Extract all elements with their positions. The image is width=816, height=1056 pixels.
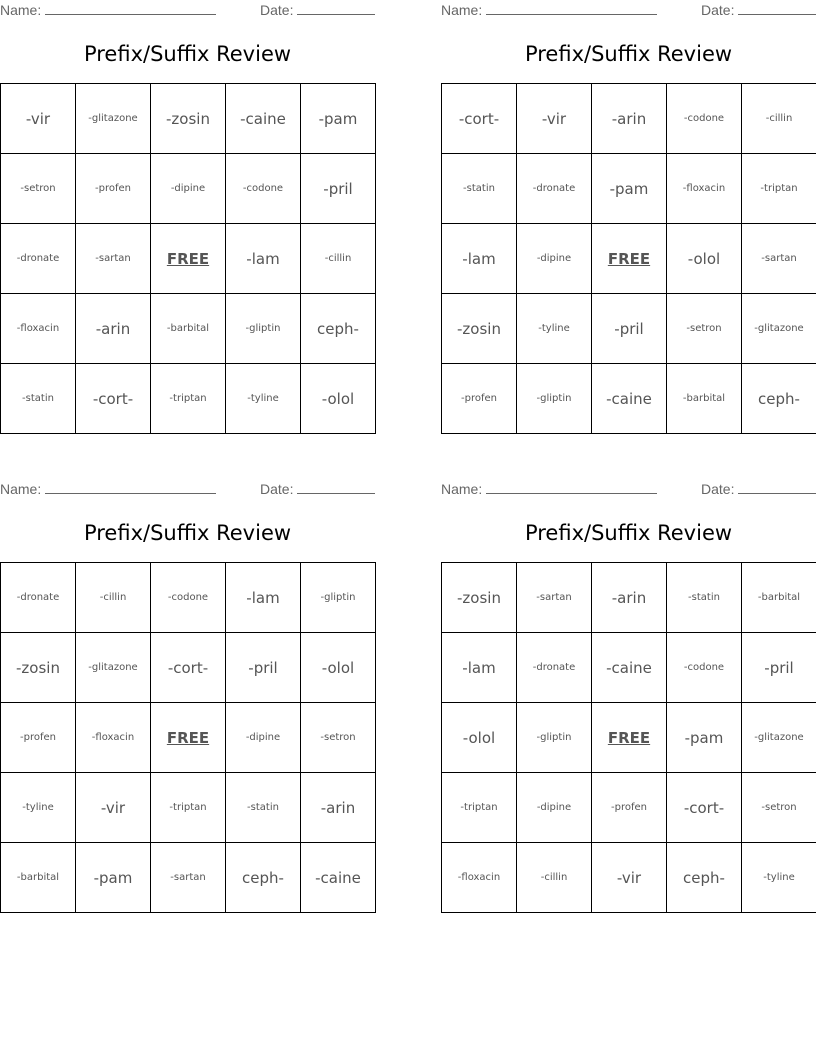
name-field [441,481,657,497]
grid-cell: -olol [442,703,517,773]
date-blank [297,2,375,15]
grid-cell: -sartan [76,224,151,294]
card-title: Prefix/Suffix Review [524,521,733,545]
name-label: Name: [441,2,483,18]
grid-cell: -caine [592,364,667,434]
grid-cell: -pril [301,154,376,224]
card-header [0,481,375,499]
grid-cell: -statin [1,364,76,434]
grid-cell: ceph- [667,843,742,913]
grid-cell: -pam [667,703,742,773]
name-label: Name: [441,481,483,497]
grid-row [442,633,816,703]
grid-cell: -barbital [667,364,742,434]
grid-cell: -tyline [1,773,76,843]
grid-cell: -codone [151,563,226,633]
grid-cell: -pam [76,843,151,913]
bingo-card-1 [0,0,375,431]
date-blank [738,2,816,15]
grid-cell: -gliptin [301,563,376,633]
grid-cell: ceph- [742,364,816,434]
name-blank [45,2,216,15]
date-label: Date: [260,481,294,497]
grid-cell: -gliptin [517,703,592,773]
grid-cell: -vir [76,773,151,843]
date-field [701,481,816,497]
grid-cell: -codone [667,633,742,703]
date-field [701,2,816,18]
grid-cell: -caine [592,633,667,703]
bingo-card-4 [441,479,816,910]
grid-cell: -barbital [151,294,226,364]
grid-cell: -triptan [151,773,226,843]
grid-cell: -pril [742,633,816,703]
grid-cell: -zosin [442,563,517,633]
grid-row [442,294,816,364]
card-header [441,2,816,20]
grid-cell: -lam [442,224,517,294]
grid-cell: -statin [442,154,517,224]
grid-cell: -pam [301,84,376,154]
grid-row [442,154,816,224]
bingo-grid [441,83,816,434]
bingo-grid [441,562,816,913]
grid-cell: -sartan [742,224,816,294]
grid-cell: -tyline [517,294,592,364]
grid-cell: -vir [517,84,592,154]
grid-cell: -dipine [517,773,592,843]
grid-cell: ceph- [226,843,301,913]
name-blank [486,2,657,15]
grid-cell: -pril [226,633,301,703]
date-blank [297,481,375,494]
grid-row [442,224,816,294]
grid-cell: -profen [1,703,76,773]
grid-cell: -triptan [742,154,816,224]
grid-row [442,703,816,773]
grid-cell: -cort- [151,633,226,703]
grid-cell: -triptan [442,773,517,843]
name-blank [486,481,657,494]
grid-cell: -caine [226,84,301,154]
grid-cell: -cillin [76,563,151,633]
grid-cell: -statin [226,773,301,843]
grid-cell: -setron [742,773,816,843]
name-label: Name: [0,481,42,497]
grid-cell: -gliptin [517,364,592,434]
grid-cell: -cillin [742,84,816,154]
grid-cell: -dipine [517,224,592,294]
grid-cell: -olol [301,364,376,434]
grid-cell: -glitazone [742,294,816,364]
grid-cell: -lam [226,563,301,633]
grid-cell: -cillin [301,224,376,294]
grid-cell: -lam [226,224,301,294]
grid-cell: -glitazone [742,703,816,773]
grid-cell: -zosin [1,633,76,703]
grid-cell: -dronate [517,154,592,224]
name-field [0,2,216,18]
grid-row [1,154,376,224]
grid-cell: -dronate [1,563,76,633]
date-field [260,2,375,18]
grid-row [1,294,376,364]
grid-cell: -arin [592,84,667,154]
grid-cell: -zosin [442,294,517,364]
card-title: Prefix/Suffix Review [83,521,292,545]
grid-cell: -tyline [226,364,301,434]
bingo-grid [0,562,376,913]
grid-cell: -statin [667,563,742,633]
grid-cell: -cort- [667,773,742,843]
grid-cell: -profen [592,773,667,843]
grid-cell: -zosin [151,84,226,154]
grid-cell: -profen [76,154,151,224]
grid-cell: -pam [592,154,667,224]
grid-cell: -floxacin [76,703,151,773]
grid-cell: -dronate [517,633,592,703]
bingo-card-3 [0,479,375,910]
grid-cell: -barbital [742,563,816,633]
card-header [0,2,375,20]
grid-cell: ceph- [301,294,376,364]
grid-cell: -glitazone [76,633,151,703]
grid-row [1,84,376,154]
card-header [441,481,816,499]
grid-cell: -sartan [517,563,592,633]
card-title: Prefix/Suffix Review [83,42,292,66]
grid-row [442,364,816,434]
grid-cell: -setron [301,703,376,773]
grid-row [442,773,816,843]
date-label: Date: [260,2,294,18]
free-cell: FREE [151,224,226,294]
date-label: Date: [701,2,735,18]
grid-cell: -floxacin [1,294,76,364]
grid-row [1,633,376,703]
grid-cell: -barbital [1,843,76,913]
grid-cell: -cort- [76,364,151,434]
grid-cell: -codone [226,154,301,224]
grid-cell: -dronate [1,224,76,294]
grid-row [1,703,376,773]
grid-cell: -glitazone [76,84,151,154]
grid-cell: -tyline [742,843,816,913]
free-cell: FREE [592,224,667,294]
grid-cell: -pril [592,294,667,364]
grid-row [442,84,816,154]
grid-cell: -setron [1,154,76,224]
bingo-card-2 [441,0,816,431]
grid-cell: -gliptin [226,294,301,364]
grid-cell: -lam [442,633,517,703]
grid-cell: -dipine [226,703,301,773]
grid-cell: -arin [301,773,376,843]
grid-row [442,843,816,913]
grid-row [1,563,376,633]
grid-row [1,843,376,913]
date-field [260,481,375,497]
grid-cell: -cort- [442,84,517,154]
name-blank [45,481,216,494]
grid-row [1,773,376,843]
grid-cell: -dipine [151,154,226,224]
grid-cell: -profen [442,364,517,434]
grid-cell: -arin [76,294,151,364]
grid-cell: -olol [667,224,742,294]
grid-cell: -sartan [151,843,226,913]
grid-cell: -triptan [151,364,226,434]
grid-cell: -floxacin [667,154,742,224]
grid-cell: -setron [667,294,742,364]
free-cell: FREE [151,703,226,773]
bingo-grid [0,83,376,434]
grid-cell: -floxacin [442,843,517,913]
grid-cell: -vir [592,843,667,913]
grid-row [1,364,376,434]
name-label: Name: [0,2,42,18]
grid-cell: -cillin [517,843,592,913]
card-title: Prefix/Suffix Review [524,42,733,66]
date-label: Date: [701,481,735,497]
name-field [0,481,216,497]
grid-cell: -codone [667,84,742,154]
name-field [441,2,657,18]
grid-cell: -vir [1,84,76,154]
grid-row [442,563,816,633]
grid-cell: -olol [301,633,376,703]
grid-cell: -arin [592,563,667,633]
free-cell: FREE [592,703,667,773]
grid-cell: -caine [301,843,376,913]
date-blank [738,481,816,494]
grid-row [1,224,376,294]
